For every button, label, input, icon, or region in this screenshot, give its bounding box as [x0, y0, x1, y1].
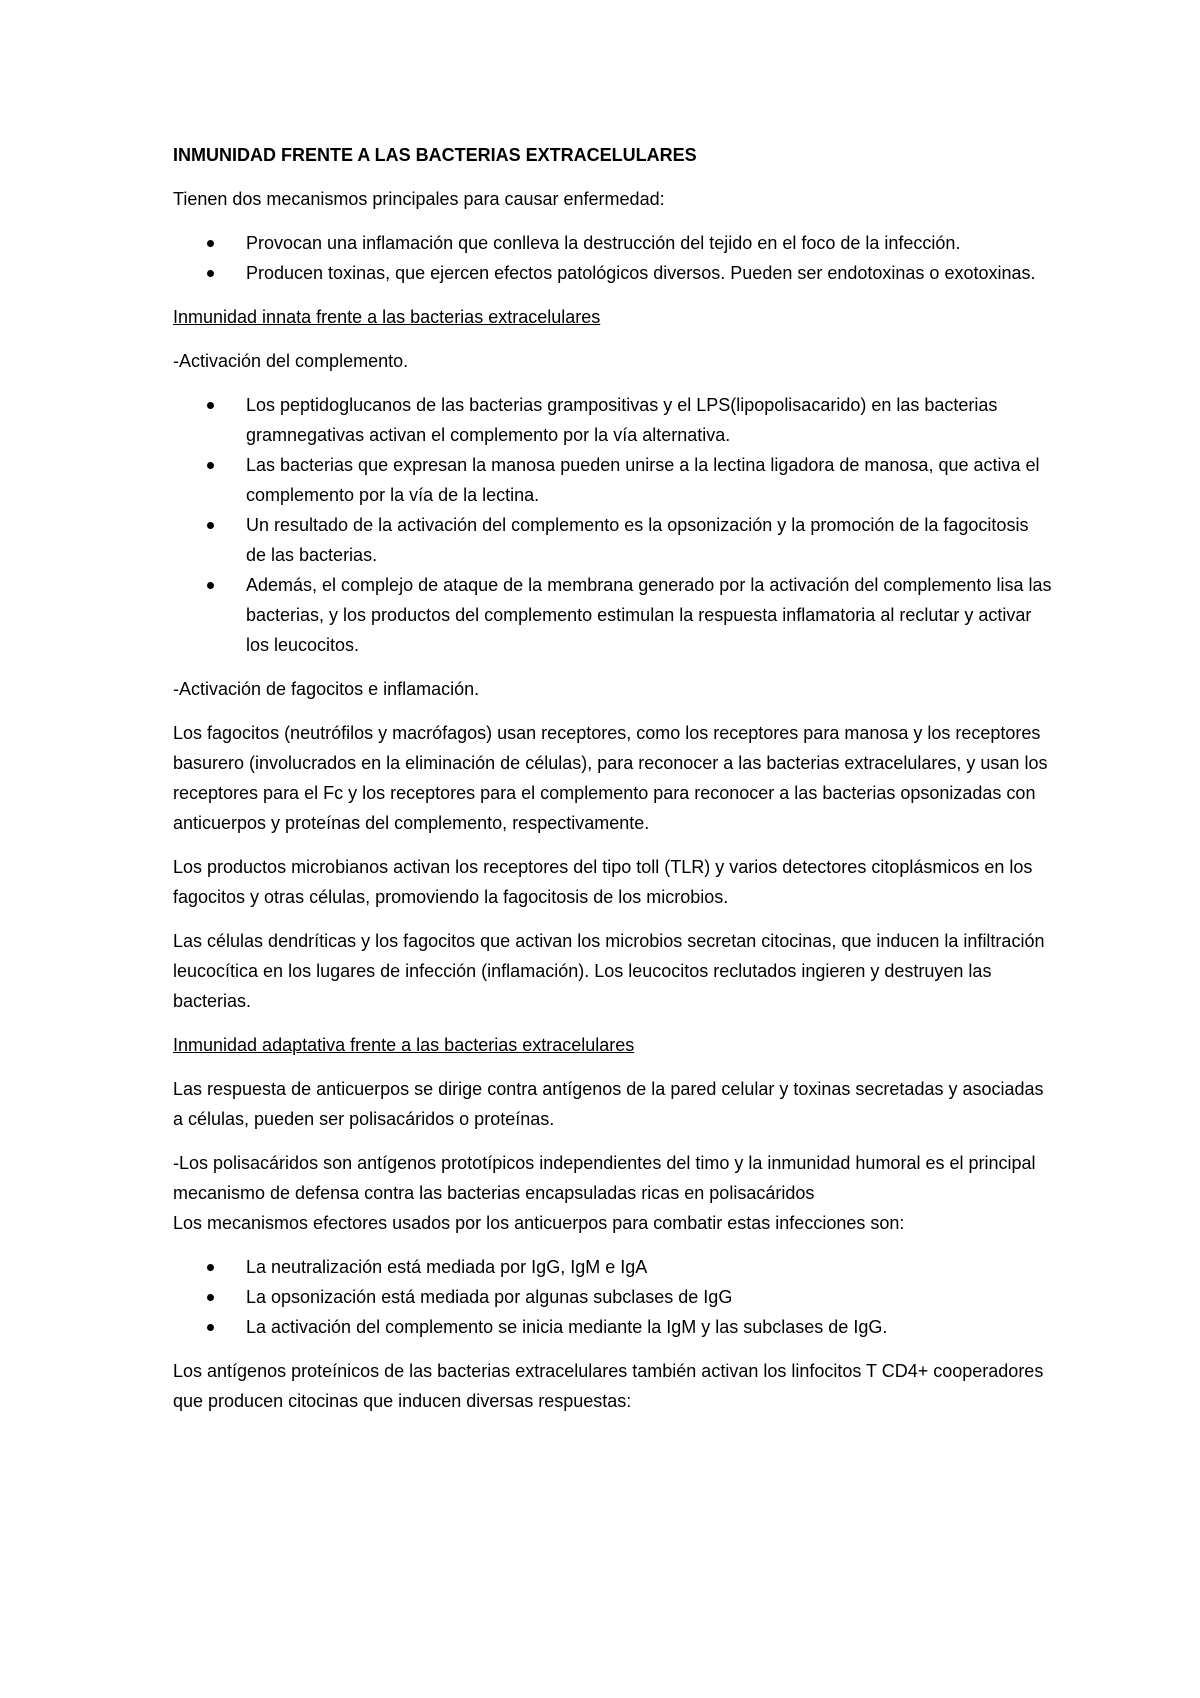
phagocyte-activation-title: -Activación de fagocitos e inflamación. — [173, 679, 480, 699]
list-item: La activación del complemento se inicia mediante la IgM y las subclases de IgG. — [173, 1312, 1053, 1342]
document-title: INMUNIDAD FRENTE A LAS BACTERIAS EXTRACELULARES — [173, 145, 697, 165]
complement-activation-title: -Activación del complemento. — [173, 351, 409, 371]
list-item: Un resultado de la activación del complemento es la opsonización y la promoción de la fagocitosis de las bacterias. — [173, 510, 1053, 570]
intro-paragraph: Tienen dos mecanismos principales para causar enfermedad: — [173, 189, 665, 209]
mechanisms-list — [173, 1252, 1053, 1342]
bullet-icon — [207, 522, 214, 529]
list-item: Además, el complejo de ataque de la membrana generado por la activación del complemento lisa las bacterias, y los productos del complemento estimulan la respuesta inflamatoria al reclutar y activar los leucocitos. — [173, 570, 1053, 660]
innate-immunity-heading: Inmunidad innata frente a las bacterias extracelulares — [173, 307, 601, 327]
protein-antigens-paragraph: Los antígenos proteínicos de las bacterias extracelulares también activan los linfocitos T CD4+ cooperadores que producen citocinas que inducen diversas respuestas: — [173, 1361, 1044, 1411]
complement-list — [173, 390, 1053, 660]
dendritic-cells-paragraph: Las células dendríticas y los fagocitos que activan los microbios secretan citocinas, que inducen la infiltración leucocítica en los lugares de infección (inflamación). Los leucocitos reclutados ingieren y destruyen las bacterias. — [173, 931, 1045, 1011]
bullet-icon — [207, 402, 214, 409]
list-item: La neutralización está mediada por IgG, IgM e IgA — [173, 1252, 1053, 1282]
bullet-icon — [207, 462, 214, 469]
list-item: Producen toxinas, que ejercen efectos patológicos diversos. Pueden ser endotoxinas o exotoxinas. — [173, 258, 1053, 288]
list-item: Las bacterias que expresan la manosa pueden unirse a la lectina ligadora de manosa, que activa el complemento por la vía de la lectina. — [173, 450, 1053, 510]
document-page — [173, 140, 1053, 1430]
bullet-icon — [207, 1294, 214, 1301]
list-item: Los peptidoglucanos de las bacterias grampositivas y el LPS(lipopolisacarido) en las bacterias gramnegativas activan el complemento por la vía alternativa. — [173, 390, 1053, 450]
bullet-icon — [207, 582, 214, 589]
phagocytes-paragraph: Los fagocitos (neutrófilos y macrófagos) usan receptores, como los receptores para manosa y los receptores basurero (involucrados en la eliminación de células), para reconocer a las bacterias extracelulares, y usan los receptores para el Fc y los receptores para el complemento para reconocer a las bacterias opsonizadas con anticuerpos y proteínas del complemento, respectivamente. — [173, 723, 1048, 833]
polysaccharides-paragraph: -Los polisacáridos son antígenos prototípicos independientes del timo y la inmunidad humoral es el principal mecanismo de defensa contra las bacterias encapsuladas ricas en polisacáridos — [173, 1153, 1036, 1203]
list-item: Provocan una inflamación que conlleva la destrucción del tejido en el foco de la infección. — [173, 228, 1053, 258]
antibody-response-paragraph: Las respuesta de anticuerpos se dirige contra antígenos de la pared celular y toxinas secretadas y asociadas a células, pueden ser polisacáridos o proteínas. — [173, 1079, 1044, 1129]
bullet-icon — [207, 1324, 214, 1331]
bullet-icon — [207, 270, 214, 277]
bullet-icon — [207, 240, 214, 247]
adaptive-immunity-heading: Inmunidad adaptativa frente a las bacterias extracelulares — [173, 1035, 635, 1055]
tlr-paragraph: Los productos microbianos activan los receptores del tipo toll (TLR) y varios detectores citoplásmicos en los fagocitos y otras células, promoviendo la fagocitosis de los microbios. — [173, 857, 1033, 907]
bullet-icon — [207, 1264, 214, 1271]
effector-mechanisms-intro: Los mecanismos efectores usados por los anticuerpos para combatir estas infecciones son: — [173, 1213, 905, 1233]
list-item: La opsonización está mediada por algunas subclases de IgG — [173, 1282, 1053, 1312]
intro-list — [173, 228, 1053, 288]
